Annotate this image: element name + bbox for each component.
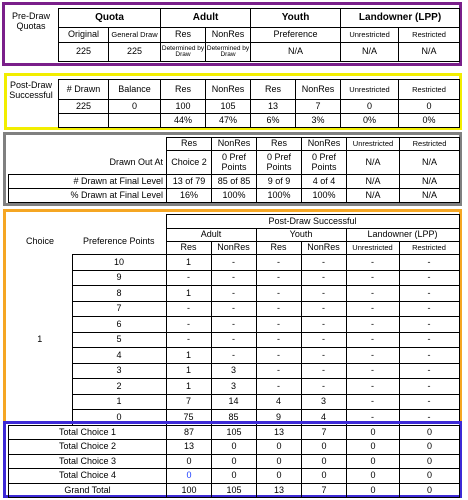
header-cell: Res xyxy=(251,80,296,100)
table-row xyxy=(8,332,459,348)
pp-cell: 3 xyxy=(72,363,166,379)
value-cell: - xyxy=(301,301,346,317)
adult-header: Adult xyxy=(161,9,251,28)
drawn-out-section xyxy=(3,132,462,206)
value-cell: - xyxy=(256,286,301,302)
value-cell: - xyxy=(346,286,399,302)
value-cell: - xyxy=(346,317,399,333)
value-cell: - xyxy=(301,255,346,271)
percent-cell: 0% xyxy=(341,114,399,128)
pp-header: Preference Points xyxy=(82,235,155,246)
pre-draw-section xyxy=(2,2,462,66)
value-cell: - xyxy=(256,317,301,333)
header-cell: Unrestricted xyxy=(347,138,400,151)
pp-cell: 1 xyxy=(72,394,166,410)
value-cell: 0 xyxy=(109,100,161,114)
subheader: Restricted xyxy=(399,242,459,255)
value-cell: - xyxy=(301,332,346,348)
total-label: Total Choice 2 xyxy=(9,440,167,454)
blank-cell xyxy=(72,215,166,229)
value-cell: - xyxy=(256,255,301,271)
table-row xyxy=(8,379,459,395)
value-cell xyxy=(59,114,109,128)
value-cell: - xyxy=(346,270,399,286)
youth-header: Youth xyxy=(251,9,341,28)
value-cell: - xyxy=(399,394,459,410)
value-cell: - xyxy=(399,301,459,317)
value-cell: 0 xyxy=(399,100,460,114)
pp-cell: 6 xyxy=(72,317,166,333)
total-row xyxy=(9,454,460,468)
value-cell: 7 xyxy=(166,394,211,410)
subheader: Res xyxy=(256,242,301,255)
value-cell: - xyxy=(211,348,256,364)
value-cell: 1 xyxy=(166,379,211,395)
detail-title: Post-Draw Successful xyxy=(166,215,459,229)
header-cell: NonRes xyxy=(302,138,347,151)
value-cell: - xyxy=(211,332,256,348)
value-cell: 100% xyxy=(257,189,302,203)
subheader: NonRes xyxy=(211,242,256,255)
percent-cell: 0% xyxy=(399,114,460,128)
value-cell: - xyxy=(301,348,346,364)
pre-draw-label: Pre-Draw Quotas xyxy=(11,11,50,32)
value-cell: 85 of 85 xyxy=(212,175,257,189)
value-cell: 225 xyxy=(109,43,161,62)
row-label: Drawn Out At xyxy=(9,151,167,175)
value-cell: 0 xyxy=(212,440,257,454)
value-cell: - xyxy=(346,301,399,317)
value-cell: N/A xyxy=(400,189,460,203)
percent-cell: 6% xyxy=(251,114,296,128)
pp-cell: 7 xyxy=(72,301,166,317)
blank-cell xyxy=(9,138,167,151)
header-cell: Res xyxy=(161,80,206,100)
subheader: Res xyxy=(166,242,211,255)
value-cell: - xyxy=(211,270,256,286)
value-cell: 1 xyxy=(166,286,211,302)
value-cell: 14 xyxy=(211,394,256,410)
drawn-out-table xyxy=(8,137,460,203)
value-cell: 87 xyxy=(167,426,212,440)
percent-cell: 47% xyxy=(206,114,251,128)
value-cell: 3 xyxy=(211,363,256,379)
subheader: Unrestricted xyxy=(346,242,399,255)
value-cell: 13 xyxy=(257,483,302,497)
value-cell: - xyxy=(346,348,399,364)
header-cell: NonRes xyxy=(212,138,257,151)
value-cell: N/A xyxy=(347,151,400,175)
header-cell: Unrestricted xyxy=(341,80,399,100)
table-row xyxy=(8,301,459,317)
value-cell: N/A xyxy=(400,151,460,175)
header-cell: NonRes xyxy=(206,80,251,100)
total-label: Total Choice 3 xyxy=(9,454,167,468)
subheader: Unrestricted xyxy=(341,28,399,43)
post-draw-table xyxy=(58,79,460,128)
value-cell: - xyxy=(399,255,459,271)
value-cell: 225 xyxy=(59,43,109,62)
value-cell: - xyxy=(399,348,459,364)
value-cell: - xyxy=(346,410,399,426)
value-cell: 100 xyxy=(161,100,206,114)
row-label: # Drawn at Final Level xyxy=(9,175,167,189)
value-cell: 75 xyxy=(166,410,211,426)
value-cell: N/A xyxy=(347,189,400,203)
subheader: NonRes xyxy=(206,28,251,43)
value-cell: - xyxy=(301,270,346,286)
value-cell: 0 Pref Points xyxy=(212,151,257,175)
post-draw-section xyxy=(4,73,462,130)
value-cell: 0 xyxy=(400,426,460,440)
value-cell: 0 xyxy=(400,469,460,483)
value-cell: - xyxy=(346,394,399,410)
value-cell: - xyxy=(166,270,211,286)
header-cell: Res xyxy=(257,138,302,151)
choice-header: Choice xyxy=(25,235,54,246)
row-label: % Drawn at Final Level xyxy=(9,189,167,203)
value-cell: - xyxy=(301,286,346,302)
header-cell: Restricted xyxy=(399,80,460,100)
value-cell: 0 xyxy=(347,483,400,497)
total-row xyxy=(9,469,460,483)
value-cell: - xyxy=(346,379,399,395)
header-cell: # Drawn xyxy=(59,80,109,100)
value-cell: - xyxy=(211,301,256,317)
post-draw-label: Post-Draw Successful xyxy=(9,80,53,101)
value-cell: - xyxy=(256,332,301,348)
blank-cell xyxy=(8,215,72,229)
landowner-group-header: Landowner (LPP) xyxy=(346,229,459,242)
value-cell: 0 xyxy=(347,426,400,440)
value-cell: 0 xyxy=(347,440,400,454)
value-cell: 7 xyxy=(302,426,347,440)
value-cell: 0 xyxy=(212,469,257,483)
value-cell: - xyxy=(211,317,256,333)
value-cell: Determined by Draw xyxy=(206,43,251,62)
table-row xyxy=(8,363,459,379)
value-cell: 4 xyxy=(301,410,346,426)
table-row xyxy=(8,286,459,302)
pp-cell: 9 xyxy=(72,270,166,286)
quota-header: Quota xyxy=(59,9,161,28)
value-cell: 0 xyxy=(212,454,257,468)
pp-cell: 10 xyxy=(72,255,166,271)
value-cell: 1 xyxy=(166,363,211,379)
value-cell: 100% xyxy=(302,189,347,203)
value-cell: 85 xyxy=(211,410,256,426)
value-cell xyxy=(109,114,161,128)
value-cell: 0 Pref Points xyxy=(257,151,302,175)
total-label: Grand Total xyxy=(9,483,167,497)
value-cell: - xyxy=(166,332,211,348)
subheader: Original xyxy=(59,28,109,43)
value-cell: N/A xyxy=(399,43,460,62)
value-cell: 0 xyxy=(400,440,460,454)
value-cell: 13 xyxy=(251,100,296,114)
table-row xyxy=(8,348,459,364)
value-cell: 16% xyxy=(167,189,212,203)
value-cell: 13 xyxy=(257,426,302,440)
value-cell: - xyxy=(256,363,301,379)
subheader: General Draw xyxy=(109,28,161,43)
value-cell: 3 xyxy=(301,394,346,410)
value-cell: 225 xyxy=(59,100,109,114)
value-cell: N/A xyxy=(347,175,400,189)
value-cell: - xyxy=(301,317,346,333)
value-cell: 9 xyxy=(256,410,301,426)
total-row xyxy=(9,440,460,454)
value-cell: Determined by Draw xyxy=(161,43,206,62)
value-cell: 0 xyxy=(302,440,347,454)
value-cell: - xyxy=(399,363,459,379)
value-cell: 0 xyxy=(302,454,347,468)
value-cell: - xyxy=(301,363,346,379)
value-cell: 105 xyxy=(206,100,251,114)
value-cell: 0 xyxy=(257,454,302,468)
header-cell: NonRes xyxy=(296,80,341,100)
value-cell: 0 xyxy=(341,100,399,114)
header-cell: Balance xyxy=(109,80,161,100)
value-cell: - xyxy=(211,255,256,271)
total-label: Total Choice 4 xyxy=(9,469,167,483)
totals-section xyxy=(3,421,462,498)
grand-total-row xyxy=(9,483,460,497)
header-cell: Restricted xyxy=(400,138,460,151)
value-cell: 1 xyxy=(166,255,211,271)
value-cell: - xyxy=(256,301,301,317)
value-cell: N/A xyxy=(341,43,399,62)
value-cell: - xyxy=(166,301,211,317)
value-cell: 0 xyxy=(347,454,400,468)
value-cell: - xyxy=(399,286,459,302)
value-cell: 0 Pref Points xyxy=(302,151,347,175)
value-cell: 9 of 9 xyxy=(257,175,302,189)
youth-group-header: Youth xyxy=(256,229,346,242)
table-row xyxy=(8,317,459,333)
value-cell: - xyxy=(399,410,459,426)
subheader: Preference xyxy=(251,28,341,43)
value-cell: 1 xyxy=(166,348,211,364)
subheader: NonRes xyxy=(301,242,346,255)
value-cell: 0 xyxy=(257,469,302,483)
value-cell: 0 xyxy=(400,454,460,468)
value-cell: - xyxy=(399,317,459,333)
value-cell: 13 xyxy=(167,440,212,454)
percent-cell: 44% xyxy=(161,114,206,128)
landowner-header: Landowner (LPP) xyxy=(341,9,460,28)
value-cell: Choice 2 xyxy=(167,151,212,175)
value-cell: - xyxy=(166,317,211,333)
value-cell: 0 xyxy=(257,440,302,454)
table-row xyxy=(8,270,459,286)
detail-table xyxy=(8,214,460,426)
pp-cell: 8 xyxy=(72,286,166,302)
value-cell: 13 of 79 xyxy=(167,175,212,189)
value-cell: - xyxy=(256,270,301,286)
value-cell: - xyxy=(301,379,346,395)
value-cell: 7 xyxy=(302,483,347,497)
subheader: Restricted xyxy=(399,28,460,43)
table-row xyxy=(8,255,459,271)
adult-group-header: Adult xyxy=(166,229,256,242)
value-cell: - xyxy=(256,379,301,395)
value-cell: - xyxy=(346,332,399,348)
value-cell: 100% xyxy=(212,189,257,203)
table-row xyxy=(8,394,459,410)
pp-cell: 5 xyxy=(72,332,166,348)
pp-cell: 0 xyxy=(72,410,166,426)
value-cell: - xyxy=(346,363,399,379)
percent-cell: 3% xyxy=(296,114,341,128)
value-cell: 4 xyxy=(256,394,301,410)
totals-table xyxy=(8,425,460,498)
value-cell: 0 xyxy=(302,469,347,483)
value-cell: 4 of 4 xyxy=(302,175,347,189)
subheader: Res xyxy=(161,28,206,43)
value-cell: N/A xyxy=(400,175,460,189)
total-row xyxy=(9,426,460,440)
value-cell: 3 xyxy=(211,379,256,395)
value-cell: 100 xyxy=(167,483,212,497)
value-cell: 0 xyxy=(400,483,460,497)
value-cell: 0 xyxy=(167,469,212,483)
value-cell: - xyxy=(211,286,256,302)
value-cell: - xyxy=(399,332,459,348)
value-cell: - xyxy=(399,270,459,286)
pp-cell: 2 xyxy=(72,379,166,395)
value-cell: 105 xyxy=(212,426,257,440)
pre-draw-table xyxy=(58,8,460,62)
value-cell: 7 xyxy=(296,100,341,114)
total-label: Total Choice 1 xyxy=(9,426,167,440)
value-cell: - xyxy=(256,348,301,364)
value-cell: - xyxy=(346,255,399,271)
pp-cell: 4 xyxy=(72,348,166,364)
detail-section xyxy=(3,209,462,424)
value-cell: N/A xyxy=(251,43,341,62)
value-cell: 105 xyxy=(212,483,257,497)
value-cell: - xyxy=(399,379,459,395)
value-cell: 0 xyxy=(347,469,400,483)
value-cell: 0 xyxy=(167,454,212,468)
header-cell: Res xyxy=(167,138,212,151)
choice-value: 1 xyxy=(8,255,72,426)
